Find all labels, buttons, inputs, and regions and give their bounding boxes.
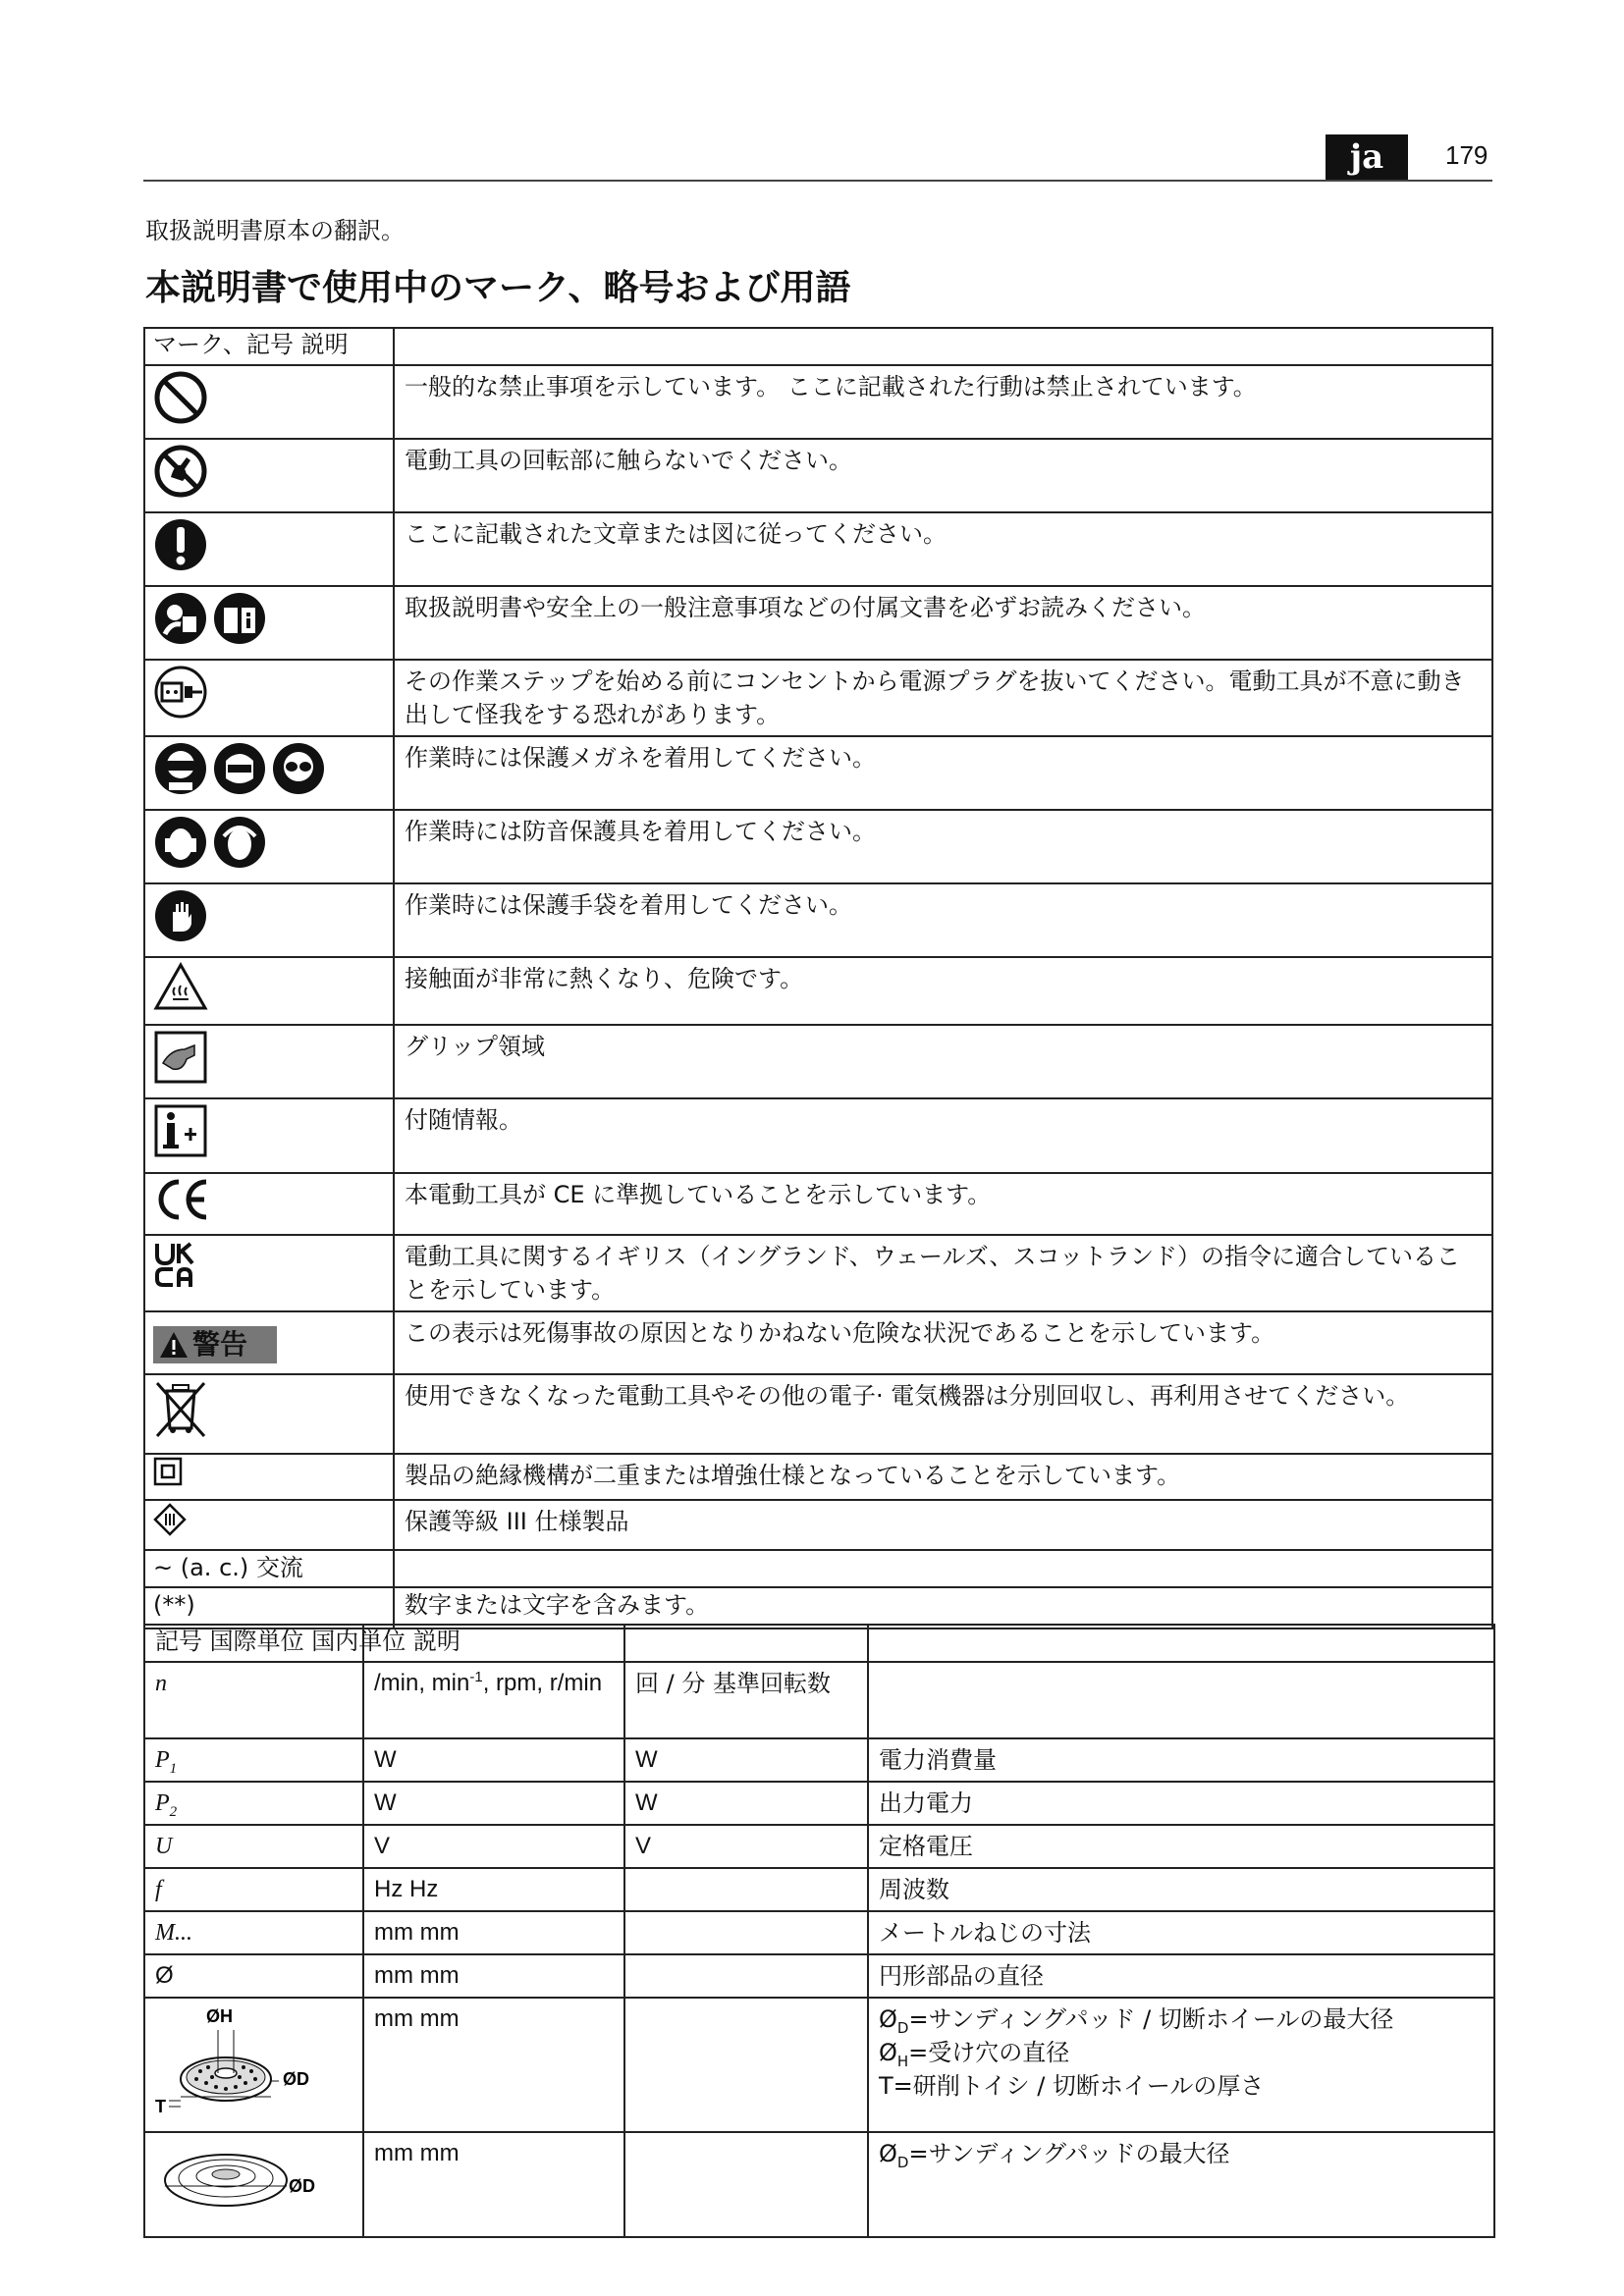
row-label: (**)	[144, 1587, 394, 1629]
symbol-cell: $P_1$	[144, 1738, 363, 1782]
units-table	[143, 1624, 1495, 2238]
symbol-cell: Ø	[144, 1954, 363, 1998]
table-row	[144, 883, 1492, 957]
table-row	[144, 957, 1492, 1025]
pad-diameter-diagram-icon	[151, 2137, 328, 2232]
si-unit-cell: /min, $\min^{-1}$, rpm, r/min	[363, 1662, 624, 1738]
manual-book-icon	[212, 591, 267, 655]
local-unit-cell: 回 / 分 基準回転数	[624, 1662, 868, 1738]
table-row	[144, 512, 1492, 586]
table-row	[144, 1025, 1492, 1098]
table-row	[144, 1625, 1494, 1662]
table-row	[144, 1550, 1492, 1587]
info-plus-icon	[153, 1103, 208, 1167]
si-unit-cell: mm mm	[363, 2132, 624, 2237]
local-unit-cell	[624, 1954, 868, 1998]
table-header: 記号 国際単位 国内単位 説明	[144, 1625, 363, 1662]
symbol-cell: M...	[144, 1911, 363, 1954]
table-row	[144, 810, 1492, 883]
row-text: 本電動工具が CE に準拠していることを示しています。	[394, 1173, 1492, 1235]
row-text: 取扱説明書や安全上の一般注意事項などの付属文書を必ずお読みください。	[394, 586, 1492, 660]
ce-mark-icon	[153, 1178, 212, 1230]
read-manual-icon	[153, 591, 208, 655]
symbol-cell: n	[144, 1662, 363, 1738]
goggles-icon	[153, 741, 208, 805]
header-rule	[143, 180, 1492, 182]
row-text: 使用できなくなった電動工具やその他の電子· 電気機器は分別回収し、再利用させてください。	[394, 1374, 1492, 1454]
local-unit-cell: W	[624, 1782, 868, 1825]
row-text	[394, 1550, 1492, 1587]
table-row	[144, 1998, 1494, 2132]
symbol-cell: U	[144, 1825, 363, 1868]
section-title: 本説明書で使用中のマーク、略号および用語	[145, 268, 851, 308]
local-unit-cell	[624, 2132, 868, 2237]
unplug-icon	[153, 665, 208, 728]
table-row	[144, 1662, 1494, 1738]
description-line: $Ø_D=$サンディングパッド / 切断ホイールの最大径	[879, 2005, 1394, 2037]
si-unit-cell: Hz Hz	[363, 1868, 624, 1911]
weee-bin-icon	[153, 1379, 208, 1449]
ear-protection-icon	[153, 815, 208, 879]
si-unit-cell: mm mm	[363, 1911, 624, 1954]
row-text: 作業時には保護メガネを着用してください。	[394, 736, 1492, 810]
table-row	[144, 1954, 1494, 1998]
table-row	[144, 1173, 1492, 1235]
row-text: 作業時には防音保護具を着用してください。	[394, 810, 1492, 883]
document-subtitle: 取扱説明書原本の翻訳。	[145, 217, 405, 244]
page-number: 179	[1445, 140, 1489, 170]
description-cell: 周波数	[868, 1868, 1494, 1911]
row-text: 接触面が非常に熱くなり、危険です。	[394, 957, 1492, 1025]
language-tab: ja	[1326, 134, 1408, 180]
description-cell	[868, 1998, 1494, 2132]
gloves-icon	[153, 888, 208, 952]
figure-label: ØH	[206, 2006, 233, 2026]
row-text: 数字または文字を含みます。	[394, 1587, 1492, 1629]
face-mask-icon	[212, 741, 267, 805]
si-unit-cell: W	[363, 1782, 624, 1825]
table-row	[144, 1868, 1494, 1911]
figure-label: T	[155, 2097, 166, 2116]
description-cell: 定格電圧	[868, 1825, 1494, 1868]
description-cell	[868, 2132, 1494, 2237]
figure-label: ØD	[283, 2069, 309, 2089]
hot-surface-icon	[153, 962, 208, 1020]
row-text: 製品の絶縁機構が二重または増強仕様となっていることを示しています。	[394, 1454, 1492, 1500]
table-row	[144, 1311, 1492, 1374]
table-row	[144, 1098, 1492, 1173]
row-text: 作業時には保護手袋を着用してください。	[394, 883, 1492, 957]
prohibition-icon	[153, 370, 208, 434]
row-text: グリップ領域	[394, 1025, 1492, 1098]
marks-table	[143, 327, 1493, 1629]
si-unit-cell: mm mm	[363, 1954, 624, 1998]
table-cell	[394, 328, 1492, 365]
description-line: T=研削トイシ / 切断ホイールの厚さ	[879, 2072, 1265, 2100]
table-row	[144, 1782, 1494, 1825]
exclamation-icon	[153, 517, 208, 581]
no-touch-rotating-parts-icon	[153, 444, 208, 507]
warning-label-icon	[153, 1326, 277, 1363]
description-cell: 出力電力	[868, 1782, 1494, 1825]
row-text: 電動工具の回転部に触らないでください。	[394, 439, 1492, 512]
description-line: $Ø_H=$受け穴の直径	[879, 2039, 1070, 2070]
table-row	[144, 1500, 1492, 1550]
symbol-cell	[144, 1998, 363, 2132]
symbol-cell: f	[144, 1868, 363, 1911]
protection-class-3-icon	[153, 1503, 187, 1545]
double-insulation-icon	[153, 1457, 183, 1495]
table-row	[144, 365, 1492, 439]
description-cell: 電力消費量	[868, 1738, 1494, 1782]
table-row	[144, 586, 1492, 660]
description-line: $Ø_D=$サンディングパッドの最大径	[879, 2140, 1230, 2171]
row-label: ~ (a. c.) 交流	[144, 1550, 394, 1587]
table-row	[144, 1454, 1492, 1500]
si-unit-cell: V	[363, 1825, 624, 1868]
local-unit-cell	[624, 1998, 868, 2132]
si-unit-cell: W	[363, 1738, 624, 1782]
table-header: マーク、記号 説明	[144, 328, 394, 365]
sanding-pad-diagram-icon	[151, 2002, 328, 2127]
row-text: 電動工具に関するイギリス（イングランド、ウェールズ、スコットランド）の指令に適合していることを示しています。	[394, 1235, 1492, 1311]
local-unit-cell	[624, 1868, 868, 1911]
symbol-cell	[144, 2132, 363, 2237]
row-text: 保護等級 III 仕様製品	[394, 1500, 1492, 1550]
grip-area-icon	[153, 1030, 208, 1094]
table-row	[144, 439, 1492, 512]
row-text: ここに記載された文章または図に従ってください。	[394, 512, 1492, 586]
table-row	[144, 1911, 1494, 1954]
safety-glasses-icon	[271, 741, 326, 805]
ukca-mark-icon	[153, 1240, 196, 1300]
description-cell	[868, 1662, 1494, 1738]
table-row	[144, 1235, 1492, 1311]
row-text: この表示は死傷事故の原因となりかねない危険な状況であることを示しています。	[394, 1311, 1492, 1374]
figure-label: ØD	[289, 2176, 315, 2196]
description-cell: 円形部品の直径	[868, 1954, 1494, 1998]
ear-muffs-icon	[212, 815, 267, 879]
row-text: 一般的な禁止事項を示しています。 ここに記載された行動は禁止されています。	[394, 365, 1492, 439]
local-unit-cell	[624, 1911, 868, 1954]
local-unit-cell: V	[624, 1825, 868, 1868]
table-row	[144, 1374, 1492, 1454]
table-row	[144, 328, 1492, 365]
symbol-cell: $P_2$	[144, 1782, 363, 1825]
description-cell: メートルねじの寸法	[868, 1911, 1494, 1954]
warning-label-text: 警告	[192, 1328, 248, 1361]
row-text: 付随情報。	[394, 1098, 1492, 1173]
table-row	[144, 736, 1492, 810]
si-unit-cell: mm mm	[363, 1998, 624, 2132]
table-row	[144, 1825, 1494, 1868]
table-row	[144, 1587, 1492, 1629]
table-row	[144, 660, 1492, 736]
table-row	[144, 1738, 1494, 1782]
table-row	[144, 2132, 1494, 2237]
local-unit-cell: W	[624, 1738, 868, 1782]
row-text: その作業ステップを始める前にコンセントから電源プラグを抜いてください。電動工具が不意に動き出して怪我をする恐れがあります。	[394, 660, 1492, 736]
